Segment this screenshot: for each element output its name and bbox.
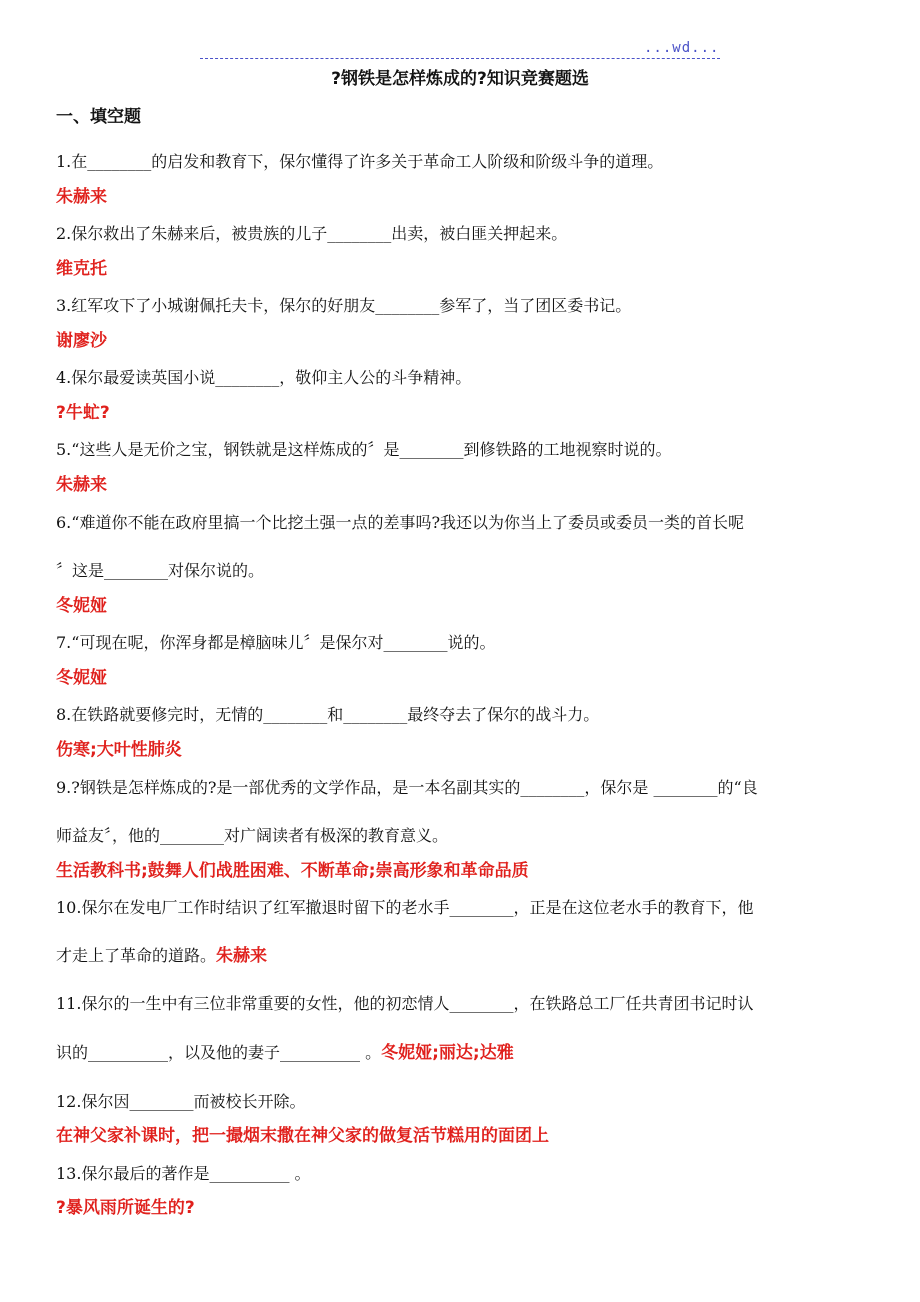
answer-3: 谢廖沙 <box>56 331 107 351</box>
section-heading: 一、填空题 <box>56 107 141 127</box>
header-watermark: ...wd... <box>644 40 720 56</box>
page-title: ?钢铁是怎样炼成的?知识竞赛题选 <box>331 69 589 89</box>
question-4: 4.保尔最爱读英国小说________，敬仰主人公的斗争精神。 <box>56 368 472 387</box>
question-2: 2.保尔救出了朱赫来后，被贵族的儿子________出卖，被白匪关押起来。 <box>56 224 568 243</box>
question-1: 1.在________的启发和教育下，保尔懂得了许多关于革命工人阶级和阶级斗争的道理。 <box>56 152 664 171</box>
question-6-line-1: 6.“难道你不能在政府里搞一个比挖土强一点的差事吗?我还以为你当上了委员或委员一类的首长呢 <box>56 513 745 532</box>
question-12: 12.保尔因________而被校长开除。 <box>56 1092 306 1111</box>
question-11-line-1: 11.保尔的一生中有三位非常重要的女性，他的初恋情人________，在铁路总工厂任共青团书记时认 <box>56 994 754 1013</box>
question-3: 3.红军攻下了小城谢佩托夫卡，保尔的好朋友________参军了，当了团区委书记。 <box>56 296 632 315</box>
answer-12: 在神父家补课时，把一撮烟末撒在神父家的做复活节糕用的面团上 <box>56 1126 549 1146</box>
question-11-text: 识的__________，以及他的妻子__________ 。 <box>56 1043 382 1062</box>
answer-11: 冬妮娅;丽达;达雅 <box>381 1043 514 1063</box>
answer-5: 朱赫来 <box>56 475 107 495</box>
answer-6: 冬妮娅 <box>56 596 107 616</box>
question-10-line-1: 10.保尔在发电厂工作时结识了红军撤退时留下的老水手________，正是在这位老水手的教育下，他 <box>56 898 754 917</box>
question-9-line-1: 9.?钢铁是怎样炼成的?是一部优秀的文学作品，是一本名副其实的________，保尔是 ________的“良 <box>56 778 758 797</box>
question-6-line-2: 〞这是________对保尔说的。 <box>56 561 265 580</box>
answer-13: ?暴风雨所诞生的? <box>56 1198 195 1218</box>
answer-9: 生活教科书;鼓舞人们战胜困难、不断革命;崇高形象和革命品质 <box>56 861 529 881</box>
answer-8: 伤寒;大叶性肺炎 <box>56 740 182 760</box>
question-10-line-2 <box>56 946 872 966</box>
answer-4: ?牛虻? <box>56 403 110 423</box>
answer-2: 维克托 <box>56 259 107 279</box>
question-7: 7.“可现在呢，你浑身都是樟脑味儿〞是保尔对________说的。 <box>56 633 496 652</box>
question-13: 13.保尔最后的著作是__________ 。 <box>56 1164 311 1183</box>
question-11-line-2 <box>56 1043 872 1063</box>
header-rule <box>200 58 720 59</box>
answer-1: 朱赫来 <box>56 187 107 207</box>
answer-7: 冬妮娅 <box>56 668 107 688</box>
answer-10: 朱赫来 <box>216 946 268 966</box>
question-10-text: 才走上了革命的道路。 <box>56 946 217 965</box>
question-5: 5.“这些人是无价之宝，钢铁就是这样炼成的〞是________到修铁路的工地视察时说的。 <box>56 440 672 459</box>
question-8: 8.在铁路就要修完时，无情的________和________最终夺去了保尔的战斗力。 <box>56 705 600 724</box>
question-9-line-2: 师益友〞，他的________对广阔读者有极深的教育意义。 <box>56 826 449 845</box>
